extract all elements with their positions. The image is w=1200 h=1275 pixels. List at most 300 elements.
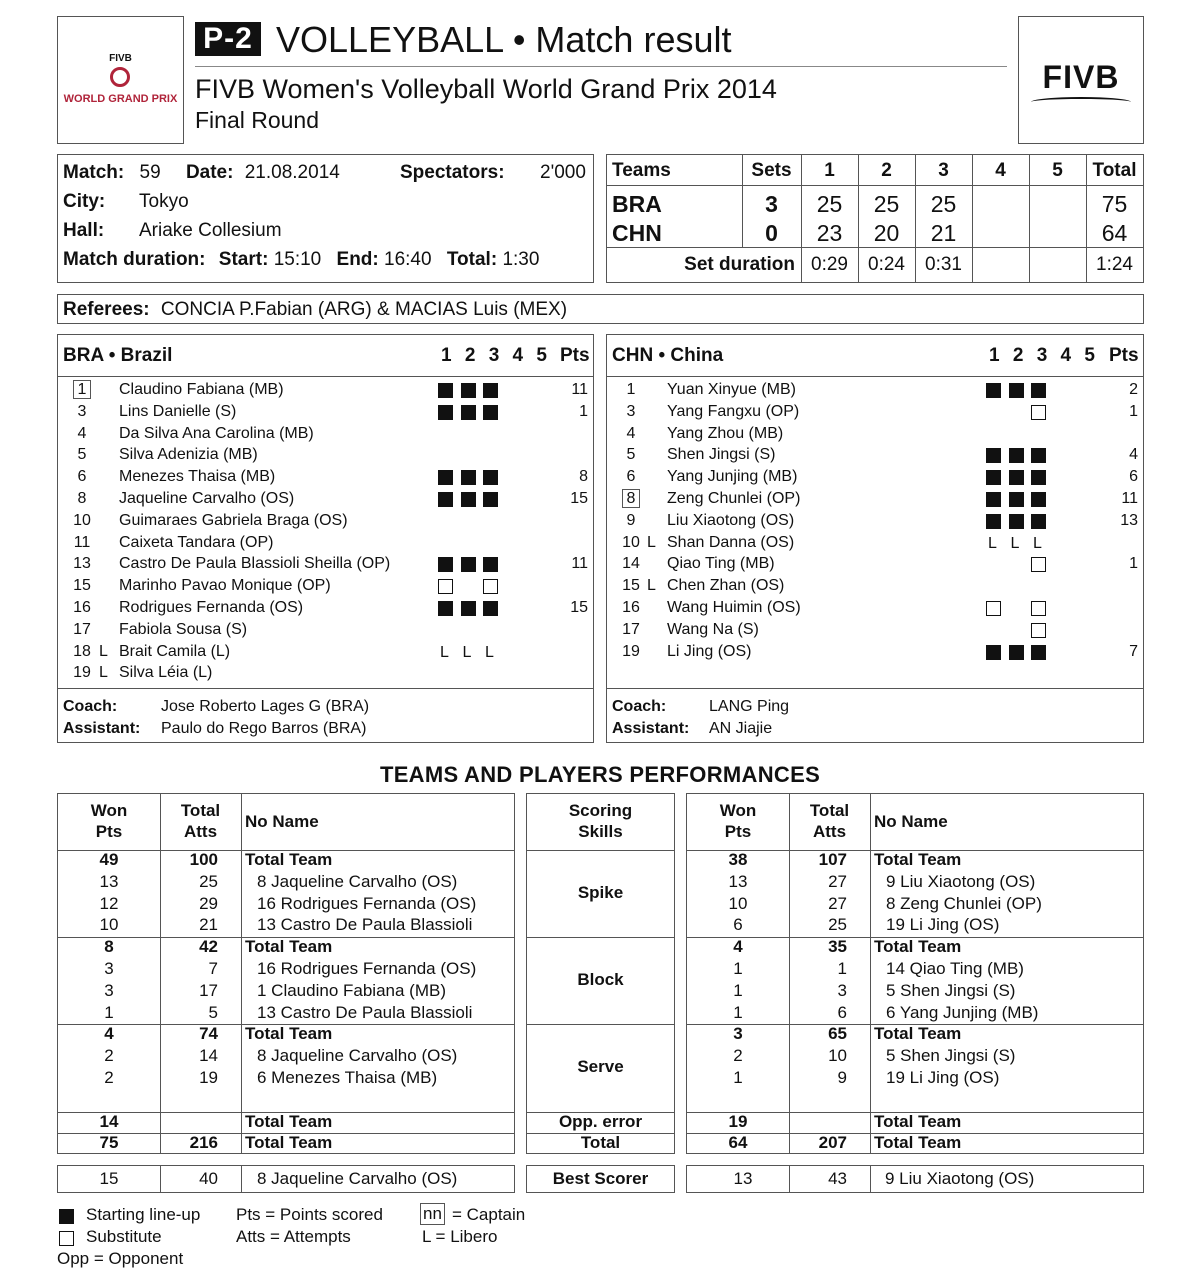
captain-marker: 8: [622, 489, 641, 508]
row-divider: [527, 850, 674, 851]
player-number: 17: [622, 620, 640, 638]
player-name: Chen Zhan (OS): [667, 577, 785, 595]
player-name: 6 Yang Junjing (MB): [886, 1002, 1039, 1022]
player-name: Shen Jingsi (S): [667, 446, 776, 464]
player-number: 15: [73, 577, 91, 595]
duration-set-3: 0:31: [925, 254, 962, 275]
roster-chn-header: [607, 335, 1143, 377]
col-divider: [870, 794, 871, 1153]
libero-marker: L: [99, 664, 108, 682]
col-set-3: 3: [938, 160, 949, 181]
round-name: Final Round: [195, 107, 320, 133]
bra-assistant-label: Assistant:: [63, 720, 141, 737]
player-number: 19: [73, 664, 91, 682]
player-number: 1: [626, 381, 636, 398]
libero-marker: L: [647, 577, 656, 595]
total-atts: 9: [837, 1068, 847, 1087]
skill-label: Spike: [577, 882, 624, 902]
player-name: 8 Jaqueline Carvalho (OS): [257, 1046, 458, 1066]
chn-set-1: 23: [816, 220, 843, 246]
player-points: 11: [571, 381, 588, 398]
roster-bra-title: BRA • Brazil: [63, 345, 173, 366]
won-pts: 4: [104, 1024, 114, 1044]
roster-chn-set-cols: 1 2 3 4 5: [989, 345, 1099, 366]
total-atts: 216: [189, 1133, 218, 1153]
won-pts: 75: [99, 1133, 119, 1153]
won-pts: 6: [733, 915, 743, 935]
total-atts: 25: [828, 915, 847, 935]
player-points: 6: [1129, 468, 1138, 486]
won-pts: 38: [728, 850, 748, 869]
won-pts: 2: [104, 1068, 114, 1087]
legend-captain: = Captain: [452, 1205, 526, 1224]
total-atts: 27: [828, 871, 847, 891]
player-number: 8: [77, 490, 87, 507]
player-points: 15: [570, 490, 588, 507]
player-name: Brait Camila (L): [119, 642, 231, 660]
legend-captain-box: nn: [420, 1203, 445, 1225]
player-name: 13 Castro De Paula Blassioli: [257, 915, 473, 935]
legend-starting: Starting line-up: [86, 1205, 201, 1224]
won-pts: 1: [733, 980, 743, 1000]
total-atts: 42: [199, 937, 218, 957]
best-bra-atts: 40: [199, 1169, 218, 1188]
total-atts: 207: [818, 1133, 847, 1153]
won-pts: 13: [728, 871, 748, 891]
match-info-row-1: [63, 162, 340, 184]
player-points: 1: [579, 402, 588, 420]
wgp-logo-text: WORLD GRAND PRIX: [63, 93, 178, 105]
city-value: Tokyo: [139, 191, 189, 212]
duration-set-2: 0:24: [868, 254, 905, 275]
fivb-logo: [1018, 16, 1144, 144]
substitute-square-icon: [1031, 623, 1046, 638]
event-name: FIVB Women's Volleyball World Grand Prix 2014: [195, 74, 777, 104]
starter-square-icon: [461, 557, 476, 572]
starter-square-icon: [1031, 448, 1046, 463]
player-number: 5: [77, 446, 87, 464]
chn-set-3: 21: [930, 220, 957, 246]
total-atts: 100: [189, 850, 218, 869]
skill-label: Serve: [577, 1057, 624, 1076]
player-name: 13 Castro De Paula Blassioli: [257, 1002, 473, 1022]
performance-skills: [526, 793, 675, 1154]
player-name: Claudino Fabiana (MB): [119, 381, 284, 398]
won-pts: 1: [733, 1068, 743, 1087]
col-divider: [241, 794, 242, 1153]
hall-label: Hall:: [63, 220, 105, 241]
player-name: 8 Jaqueline Carvalho (OS): [257, 871, 458, 891]
starter-square-icon: [986, 492, 1001, 507]
player-name: Lins Danielle (S): [119, 402, 237, 420]
hall-value: Ariake Collesium: [139, 220, 282, 241]
player-name: Wang Na (S): [667, 620, 759, 638]
end-value: 16:40: [384, 249, 432, 270]
spectators-value: 2'000: [540, 162, 586, 183]
col-pts: Pts: [724, 822, 752, 841]
roster-chn: [606, 334, 1144, 743]
chn-set-2: 20: [873, 220, 900, 246]
player-name: Menezes Thaisa (MB): [119, 468, 276, 486]
col-name: No Name: [874, 812, 948, 831]
skill-label: Opp. error: [558, 1111, 643, 1131]
starter-square-icon: [461, 470, 476, 485]
total-atts: 19: [199, 1068, 218, 1087]
player-number: 11: [73, 533, 91, 551]
col-set-5: 5: [1052, 160, 1063, 181]
starter-square-icon: [461, 383, 476, 398]
starter-square-icon: [1009, 492, 1024, 507]
player-name: Silva Adenizia (MB): [119, 446, 258, 464]
total-atts: 6: [837, 1002, 847, 1022]
player-points: 11: [1121, 490, 1138, 507]
player-name: Caixeta Tandara (OP): [119, 533, 274, 551]
player-name: Castro De Paula Blassioli Sheilla (OP): [119, 555, 391, 573]
player-points: 4: [1129, 446, 1138, 464]
skill-label: Total: [580, 1133, 621, 1153]
total-atts: 107: [818, 850, 847, 869]
total-atts: 14: [199, 1046, 218, 1066]
col-teams: Teams: [612, 160, 671, 181]
team-total-name: Total Team: [245, 850, 333, 869]
col-total: Total: [809, 801, 850, 820]
substitute-square-icon: [1031, 601, 1046, 616]
team-total-name: Total Team: [245, 1133, 333, 1153]
libero-marker: L: [647, 533, 656, 551]
won-pts: 8: [104, 937, 114, 957]
won-pts: 49: [99, 850, 119, 869]
team-total-name: Total Team: [245, 1111, 333, 1131]
bra-sets: 3: [765, 191, 778, 217]
player-number: 13: [73, 555, 91, 573]
player-name: Marinho Pavao Monique (OP): [119, 577, 331, 595]
start-label: Start:: [218, 249, 269, 270]
team-total-name: Total Team: [245, 1024, 333, 1044]
roster-bra-pts-label: Pts: [560, 345, 590, 366]
starter-square-icon: [438, 492, 453, 507]
team-bra: BRA: [612, 191, 662, 217]
substitute-square-icon: [1031, 405, 1046, 420]
starter-square-icon: [483, 470, 498, 485]
libero-set-marker: L: [485, 643, 494, 661]
won-pts: 10: [728, 893, 748, 913]
starter-square-icon: [1031, 383, 1046, 398]
bra-coach-label: Coach:: [63, 698, 118, 715]
legend-atts: Atts = Attempts: [236, 1227, 351, 1246]
starter-square-icon: [438, 557, 453, 572]
won-pts: 13: [99, 871, 119, 891]
roster-bra-set-cols: 1 2 3 4 5: [441, 345, 551, 366]
best-scorer-bra: [57, 1165, 515, 1193]
player-number: 14: [622, 555, 640, 573]
player-name: Jaqueline Carvalho (OS): [119, 490, 295, 507]
starter-square-icon: [1031, 470, 1046, 485]
player-number: 3: [626, 402, 636, 420]
chn-coach-label: Coach:: [612, 698, 667, 715]
player-name: 14 Qiao Ting (MB): [886, 959, 1024, 978]
won-pts: 1: [104, 1002, 114, 1022]
volleyball-icon: [110, 67, 130, 87]
player-number: [69, 380, 95, 400]
player-number: 10: [73, 511, 91, 529]
col-set-4: 4: [995, 160, 1006, 181]
won-pts: 14: [99, 1111, 119, 1131]
libero-set-marker: L: [1010, 534, 1020, 552]
set-duration-label: Set duration: [684, 254, 795, 275]
player-name: Yang Junjing (MB): [667, 468, 798, 486]
player-name: 9 Liu Xiaotong (OS): [886, 871, 1036, 891]
starter-square-icon: [1009, 470, 1024, 485]
player-points: 13: [1120, 511, 1138, 529]
substitute-square-icon: [986, 601, 1001, 616]
starter-square-icon: [1031, 645, 1046, 660]
chn-assistant: AN Jiajie: [709, 720, 773, 737]
libero-set-marker: L: [988, 534, 997, 552]
player-name: 8 Zeng Chunlei (OP): [886, 893, 1042, 913]
total-atts: 25: [199, 871, 218, 891]
roster-bra: [57, 334, 594, 743]
performance-bra: [57, 793, 515, 1154]
skill-label: Block: [577, 969, 624, 989]
best-scorer-chn: [686, 1165, 1144, 1193]
starter-square-icon: [986, 470, 1001, 485]
starter-square-icon: [461, 405, 476, 420]
duration-total: 1:24: [1096, 254, 1133, 275]
match-info: [57, 154, 594, 283]
bra-coach: Jose Roberto Lages G (BRA): [161, 698, 370, 715]
spectators-label: Spectators:: [400, 162, 505, 183]
won-pts: 4: [733, 937, 743, 957]
player-number: 16: [73, 599, 91, 616]
total-atts: 29: [199, 893, 218, 913]
starter-square-icon: [438, 601, 453, 616]
starter-square-icon: [986, 383, 1001, 398]
player-number: 6: [77, 468, 87, 486]
player-points: 15: [570, 599, 588, 616]
row-divider: [527, 1024, 674, 1025]
starter-square-icon: [1009, 448, 1024, 463]
bra-set-1: 25: [816, 191, 843, 217]
player-number: 9: [626, 511, 636, 529]
starter-square-icon: [1031, 514, 1046, 529]
player-name: 16 Rodrigues Fernanda (OS): [257, 893, 477, 913]
start-value: 15:10: [273, 249, 322, 270]
player-name: Fabiola Sousa (S): [119, 620, 248, 638]
team-chn: CHN: [612, 220, 662, 246]
col-total: Total: [180, 801, 221, 820]
starter-square-icon: [1009, 645, 1024, 660]
player-name: Shan Danna (OS): [667, 533, 795, 551]
player-name: 5 Shen Jingsi (S): [886, 980, 1016, 1000]
best-chn-won: 13: [733, 1169, 753, 1188]
starter-square-icon: [483, 405, 498, 420]
player-number: 19: [622, 642, 640, 660]
player-points: 8: [579, 468, 588, 486]
total-value: 1:30: [502, 249, 540, 270]
starter-square-icon: [483, 383, 498, 398]
substitute-square-icon: [1031, 557, 1046, 572]
player-points: 1: [1129, 555, 1138, 573]
legend-substitute-icon: [59, 1231, 74, 1246]
player-points: 2: [1129, 381, 1138, 398]
total-atts: 10: [828, 1046, 847, 1066]
won-pts: 3: [104, 980, 114, 1000]
player-name: Rodrigues Fernanda (OS): [119, 599, 304, 616]
won-pts: 10: [99, 915, 119, 935]
player-name: Da Silva Ana Carolina (MB): [119, 424, 314, 442]
won-pts: 19: [728, 1111, 748, 1131]
page-title: VOLLEYBALL • Match result: [276, 19, 732, 60]
player-points: 11: [571, 555, 588, 573]
total-atts: 1: [837, 959, 847, 978]
match-info-row-3: [63, 220, 104, 242]
referees: [57, 294, 1144, 324]
fivb-logo-text: FIVB: [1042, 59, 1120, 95]
best-bra-won: 15: [99, 1169, 119, 1188]
col-atts: Atts: [812, 822, 847, 841]
starter-square-icon: [438, 383, 453, 398]
match-label: Match:: [63, 162, 125, 183]
player-name: 16 Rodrigues Fernanda (OS): [257, 959, 477, 978]
starter-square-icon: [1031, 492, 1046, 507]
team-total-name: Total Team: [874, 850, 962, 869]
starter-square-icon: [1009, 514, 1024, 529]
player-number: 18: [73, 642, 91, 660]
player-name: Yuan Xinyue (MB): [667, 381, 796, 398]
fivb-logo-swoosh: [1031, 97, 1131, 107]
legend-pts: Pts = Points scored: [236, 1205, 383, 1224]
player-points: 1: [1129, 402, 1138, 420]
player-name: Yang Fangxu (OP): [667, 402, 800, 420]
total-atts: 27: [828, 893, 847, 913]
bra-total: 75: [1101, 191, 1128, 217]
legend-starting-icon: [59, 1209, 74, 1224]
starter-square-icon: [438, 405, 453, 420]
won-pts: 2: [733, 1046, 743, 1066]
starter-square-icon: [986, 448, 1001, 463]
referees-names: CONCIA P.Fabian (ARG) & MACIAS Luis (MEX): [160, 299, 568, 320]
best-chn-name: 9 Liu Xiaotong (OS): [885, 1169, 1035, 1188]
won-pts: 3: [733, 1024, 743, 1044]
best-scorer-label-box: [526, 1165, 675, 1193]
match-info-row-4: [63, 249, 539, 271]
performance-chn: [686, 793, 1144, 1154]
bra-assistant: Paulo do Rego Barros (BRA): [161, 720, 367, 737]
player-number: 5: [626, 446, 636, 464]
end-label: End:: [336, 249, 379, 270]
col-set-1: 1: [824, 160, 835, 181]
won-pts: 3: [104, 959, 114, 978]
starter-square-icon: [986, 514, 1001, 529]
page-badge: P-2: [195, 22, 261, 56]
duration-set-1: 0:29: [811, 254, 848, 275]
starter-square-icon: [986, 645, 1001, 660]
referees-label: Referees:: [63, 299, 150, 320]
player-name: Silva Léia (L): [119, 664, 213, 682]
col-total: Total: [1092, 160, 1137, 181]
city-label: City:: [63, 191, 106, 212]
col-pts: Pts: [95, 822, 123, 841]
wgp-logo: [57, 16, 184, 144]
col-skills: Skills: [578, 822, 623, 841]
roster-bra-header: [58, 335, 593, 377]
total-label: Total:: [446, 249, 498, 270]
starter-square-icon: [438, 470, 453, 485]
player-number: 4: [77, 424, 87, 442]
player-number: 6: [626, 468, 636, 486]
player-number: 15: [622, 577, 640, 595]
best-bra-name: 8 Jaqueline Carvalho (OS): [257, 1169, 458, 1188]
col-sets: Sets: [751, 160, 792, 181]
player-name: 6 Menezes Thaisa (MB): [257, 1068, 438, 1087]
best-scorer-label: Best Scorer: [552, 1169, 649, 1188]
starter-square-icon: [1009, 383, 1024, 398]
starter-square-icon: [461, 492, 476, 507]
chn-assistant-label: Assistant:: [612, 720, 690, 737]
bra-set-2: 25: [873, 191, 900, 217]
team-total-name: Total Team: [874, 1111, 962, 1131]
roster-chn-pts-label: Pts: [1109, 345, 1139, 366]
player-name: Liu Xiaotong (OS): [667, 511, 795, 529]
legend-libero: L = Libero: [422, 1227, 498, 1246]
total-atts: 17: [199, 980, 218, 1000]
libero-set-marker: L: [462, 643, 472, 661]
player-number: 10: [622, 533, 640, 551]
starter-square-icon: [483, 557, 498, 572]
starter-square-icon: [483, 601, 498, 616]
player-name: 19 Li Jing (OS): [886, 1068, 1000, 1087]
legend-substitute: Substitute: [86, 1227, 162, 1246]
player-name: Yang Zhou (MB): [667, 424, 784, 442]
team-total-name: Total Team: [874, 937, 962, 957]
starter-square-icon: [461, 601, 476, 616]
col-name: No Name: [245, 812, 319, 831]
set-scores-table: [606, 154, 1144, 283]
player-points: 7: [1129, 642, 1138, 660]
player-name: 5 Shen Jingsi (S): [886, 1046, 1016, 1066]
header-divider: [195, 66, 1007, 67]
player-name: 1 Claudino Fabiana (MB): [257, 980, 446, 1000]
team-total-name: Total Team: [874, 1133, 962, 1153]
chn-sets: 0: [765, 220, 778, 246]
libero-set-marker: L: [440, 643, 449, 661]
legend-opp: Opp = Opponent: [57, 1249, 184, 1268]
player-name: Qiao Ting (MB): [667, 555, 775, 573]
won-pts: 2: [104, 1046, 114, 1066]
total-atts: 21: [199, 915, 218, 935]
player-name: Zeng Chunlei (OP): [667, 490, 801, 507]
duration-label: Match duration:: [63, 249, 206, 270]
bra-set-3: 25: [930, 191, 957, 217]
col-won: Won: [90, 801, 128, 820]
won-pts: 64: [728, 1133, 748, 1153]
chn-total: 64: [1101, 220, 1128, 246]
starter-square-icon: [483, 492, 498, 507]
total-atts: 65: [828, 1024, 847, 1044]
player-name: 19 Li Jing (OS): [886, 915, 1000, 935]
total-atts: 7: [208, 959, 218, 978]
player-number: 17: [73, 620, 91, 638]
performance-title: TEAMS AND PLAYERS PERFORMANCES: [379, 762, 821, 787]
won-pts: 1: [733, 1002, 743, 1022]
player-name: Wang Huimin (OS): [667, 599, 801, 616]
row-divider: [527, 937, 674, 938]
col-scoring: Scoring: [568, 801, 633, 820]
roster-chn-title: CHN • China: [612, 345, 724, 366]
match-info-row-2: [63, 191, 105, 213]
col-won: Won: [719, 801, 757, 820]
captain-marker: 1: [73, 380, 92, 399]
